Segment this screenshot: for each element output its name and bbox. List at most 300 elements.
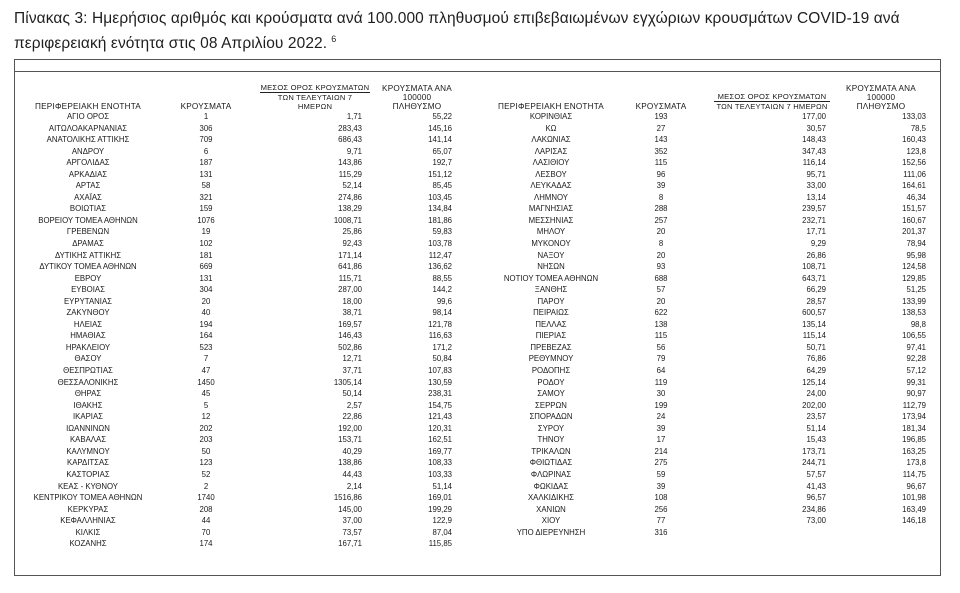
region-cell: ΧΑΝΙΩΝ — [536, 504, 566, 514]
cases-cell: 8 — [658, 192, 664, 202]
cases-cell: 1 — [203, 112, 209, 121]
avg7-cell: 232,71 — [802, 215, 826, 225]
per100k-cell: 106,55 — [902, 331, 926, 341]
avg7-cell: 9,29 — [810, 239, 826, 249]
region-cell: ΔΥΤΙΚΗΣ ΑΤΤΙΚΗΣ — [54, 250, 122, 260]
cases-cell: 7 — [203, 354, 209, 364]
cases-cell: 119 — [654, 377, 668, 387]
cases-cell: 181 — [199, 250, 213, 260]
avg7-cell: 26,86 — [806, 250, 826, 260]
avg7-cell: 96,57 — [806, 493, 826, 503]
region-cell: ΗΜΑΘΙΑΣ — [70, 331, 106, 341]
per100k-cell: 101,98 — [902, 493, 926, 503]
avg7-cell: 167,71 — [338, 539, 362, 549]
avg7-cell: 2,14 — [346, 481, 362, 491]
avg7-cell: 33,00 — [806, 181, 826, 191]
avg7-cell: 73,00 — [806, 516, 826, 526]
per100k-cell: 78,5 — [910, 123, 926, 133]
avg7-cell: 643,71 — [802, 273, 826, 283]
per100k-cell: 46,34 — [906, 192, 926, 202]
per100k-cell: 152,56 — [902, 158, 926, 168]
cases-cell: 131 — [199, 273, 213, 283]
per100k-cell: 144,2 — [432, 285, 452, 295]
per100k-cell: 133,99 — [902, 296, 926, 306]
region-cell: ΣΕΡΡΩΝ — [535, 400, 567, 410]
per100k-cell: 112,47 — [428, 250, 452, 260]
cases-cell: 257 — [654, 215, 668, 225]
per100k-cell: 95,98 — [906, 250, 926, 260]
avg7-cell: 274,86 — [338, 192, 362, 202]
cases-cell: 20 — [656, 227, 666, 237]
per100k-cell: 96,67 — [906, 481, 926, 491]
avg7-cell: 148,43 — [802, 135, 826, 145]
region-cell: ΛΑΡΙΣΑΣ — [534, 146, 568, 156]
avg7-cell: 22,86 — [342, 412, 362, 422]
per100k-cell: 160,67 — [902, 215, 926, 225]
per100k-cell: 160,43 — [902, 135, 926, 145]
per100k-cell: 98,14 — [432, 308, 452, 318]
per100k-cell: 136,62 — [428, 262, 452, 272]
region-cell: ΜΕΣΣΗΝΙΑΣ — [528, 215, 574, 225]
avg7-cell: 24,00 — [806, 389, 826, 399]
cases-cell: 688 — [654, 273, 668, 283]
region-cell: ΠΕΙΡΑΙΩΣ — [533, 308, 569, 318]
cases-cell: 199 — [654, 400, 668, 410]
region-cell: ΗΛΕΙΑΣ — [73, 319, 103, 329]
per100k-cell: 151,12 — [428, 169, 452, 179]
header-per100k-line2: ΠΛΗΘΥΣΜΟ — [856, 102, 906, 111]
per100k-cell: 107,83 — [428, 366, 452, 376]
cases-cell: 709 — [199, 135, 213, 145]
region-cell: ΡΟΔΟΥ — [537, 377, 565, 387]
region-cell: ΕΥΒΟΙΑΣ — [71, 285, 105, 295]
cases-cell: 669 — [199, 262, 213, 272]
header-cases: ΚΡΟΥΣΜΑΤΑ — [180, 102, 232, 111]
cases-cell: 57 — [656, 285, 666, 295]
cases-cell: 123 — [199, 458, 213, 468]
region-cell: ΛΑΣΙΘΙΟΥ — [532, 158, 570, 168]
per100k-cell: 120,31 — [428, 423, 452, 433]
region-cell: ΑΙΤΩΛΟΑΚΑΡΝΑΝΙΑΣ — [48, 123, 128, 133]
region-cell: ΛΕΣΒΟΥ — [535, 169, 567, 179]
per100k-cell: 146,18 — [902, 516, 926, 526]
per100k-cell: 121,43 — [428, 412, 452, 422]
region-cell: ΦΛΩΡΙΝΑΣ — [530, 469, 572, 479]
header-per100k — [832, 84, 930, 111]
per100k-cell: 201,37 — [902, 227, 926, 237]
avg7-cell: 95,71 — [806, 169, 826, 179]
per100k-cell: 111,06 — [903, 169, 926, 179]
avg7-cell: 115,71 — [338, 273, 362, 283]
cases-cell: 96 — [656, 169, 666, 179]
region-cell: ΑΡΚΑΔΙΑΣ — [68, 169, 108, 179]
avg7-cell: 1008,71 — [333, 215, 362, 225]
per100k-cell: 116,63 — [428, 331, 452, 341]
header-cases: ΚΡΟΥΣΜΑΤΑ — [635, 102, 687, 111]
per100k-cell: 115,85 — [428, 539, 452, 549]
avg7-cell: 57,57 — [806, 469, 826, 479]
per100k-cell: 51,25 — [906, 285, 926, 295]
avg7-cell: 202,00 — [802, 400, 826, 410]
cases-cell: 159 — [199, 204, 213, 214]
per100k-cell: 173,94 — [902, 412, 926, 422]
header-per100k-line1: ΚΡΟΥΣΜΑΤΑ ΑΝΑ 100000 — [846, 84, 916, 102]
per100k-cell: 162,51 — [428, 435, 452, 445]
cases-cell: 27 — [656, 123, 666, 133]
per100k-cell: 134,84 — [428, 204, 452, 214]
per100k-cell: 78,94 — [906, 239, 926, 249]
per100k-cell: 196,85 — [902, 435, 926, 445]
avg7-cell: 108,71 — [802, 262, 826, 272]
per100k-cell: 85,45 — [432, 181, 452, 191]
avg7-cell: 125,14 — [802, 377, 826, 387]
cases-cell: 202 — [199, 423, 213, 433]
region-cell: ΚΕΡΚΥΡΑΣ — [67, 504, 109, 514]
region-cell: ΝΑΞΟΥ — [537, 250, 565, 260]
per100k-cell: 65,07 — [432, 146, 452, 156]
region-cell: ΕΥΡΥΤΑΝΙΑΣ — [63, 296, 112, 306]
avg7-cell: 239,57 — [802, 204, 826, 214]
cases-cell: 24 — [656, 412, 666, 422]
cases-cell: 1740 — [197, 493, 215, 503]
avg7-cell: 115,29 — [338, 169, 362, 179]
region-cell: ΙΚΑΡΙΑΣ — [73, 412, 103, 422]
per100k-cell: 99,6 — [436, 296, 452, 306]
cases-cell: 30 — [656, 389, 666, 399]
cases-cell: 39 — [656, 423, 666, 433]
cases-cell: 316 — [654, 527, 668, 537]
header-per100k — [372, 84, 462, 111]
cases-cell: 138 — [654, 319, 668, 329]
per100k-cell: 92,28 — [906, 354, 926, 364]
per100k-cell: 57,12 — [906, 366, 926, 376]
avg7-cell: 52,14 — [342, 181, 362, 191]
region-cell: ΚΕΦΑΛΛΗΝΙΑΣ — [60, 516, 116, 526]
per100k-cell: 173,8 — [906, 458, 926, 468]
region-cell: ΣΠΟΡΑΔΩΝ — [529, 412, 573, 422]
cases-cell: 102 — [199, 239, 213, 249]
avg7-cell: 1516,86 — [333, 493, 362, 503]
per100k-cell: 181,86 — [428, 215, 452, 225]
avg7-cell: 18,00 — [342, 296, 362, 306]
avg7-cell: 40,29 — [342, 446, 362, 456]
region-cell: ΔΡΑΜΑΣ — [72, 239, 104, 249]
avg7-cell: 23,57 — [806, 412, 826, 422]
region-cell: ΠΕΛΛΑΣ — [535, 319, 567, 329]
header-avg7-line2: ΤΩΝ ΤΕΛΕΥΤΑΙΩΝ 7 ΗΜΕΡΩΝ — [716, 102, 828, 111]
region-cell: ΛΕΥΚΑΔΑΣ — [530, 181, 572, 191]
region-cell: ΒΟΙΩΤΙΑΣ — [69, 204, 107, 214]
region-cell: ΕΒΡΟΥ — [74, 273, 102, 283]
cases-cell: 45 — [201, 389, 211, 399]
region-cell: ΡΟΔΟΠΗΣ — [531, 366, 571, 376]
avg7-cell: 37,00 — [342, 516, 362, 526]
avg7-cell: 171,14 — [338, 250, 362, 260]
header-per100k-line1: ΚΡΟΥΣΜΑΤΑ ΑΝΑ 100000 — [382, 84, 452, 102]
cases-cell: 306 — [199, 123, 213, 133]
per100k-cell: 163,25 — [902, 446, 926, 456]
per100k-cell: 51,14 — [432, 481, 452, 491]
avg7-cell: 146,43 — [338, 331, 362, 341]
region-cell: ΖΑΚΥΝΘΟΥ — [66, 308, 110, 318]
cases-cell: 70 — [201, 527, 211, 537]
region-cell: ΚΑΡΔΙΤΣΑΣ — [67, 458, 109, 468]
avg7-cell: 64,29 — [806, 366, 826, 376]
region-cell: ΤΗΝΟΥ — [537, 435, 565, 445]
avg7-cell: 17,71 — [806, 227, 826, 237]
region-cell: ΘΗΡΑΣ — [74, 389, 102, 399]
cases-cell: 59 — [656, 469, 666, 479]
region-cell: ΚΙΛΚΙΣ — [75, 527, 101, 537]
avg7-cell: 138,29 — [338, 204, 362, 214]
cases-cell: 193 — [654, 112, 668, 121]
avg7-cell: 73,57 — [342, 527, 362, 537]
table-caption — [14, 9, 944, 54]
region-cell: ΧΑΛΚΙΔΙΚΗΣ — [527, 493, 574, 503]
cases-cell: 321 — [199, 192, 213, 202]
cases-cell: 164 — [199, 331, 213, 341]
region-cell: ΘΑΣΟΥ — [74, 354, 102, 364]
avg7-cell: 135,14 — [802, 319, 826, 329]
region-cell: ΓΡΕΒΕΝΩΝ — [66, 227, 110, 237]
avg7-cell: 41,43 — [806, 481, 826, 491]
cases-cell: 203 — [199, 435, 213, 445]
per100k-cell: 55,22 — [432, 112, 452, 121]
cases-cell: 115 — [654, 158, 668, 168]
region-cell: ΣΑΜΟΥ — [537, 389, 565, 399]
avg7-cell: 30,57 — [806, 123, 826, 133]
region-cell: ΝΗΣΩΝ — [537, 262, 565, 272]
avg7-cell: 169,57 — [338, 319, 362, 329]
per100k-cell: 112,79 — [902, 400, 926, 410]
cases-cell: 6 — [203, 146, 209, 156]
cases-cell: 19 — [201, 227, 211, 237]
cases-cell: 8 — [658, 239, 664, 249]
cases-cell: 40 — [201, 308, 211, 318]
cases-cell: 194 — [199, 319, 213, 329]
cases-cell: 20 — [656, 296, 666, 306]
cases-cell: 304 — [199, 285, 213, 295]
per100k-cell: 97,41 — [906, 342, 926, 352]
cases-cell: 256 — [654, 504, 668, 514]
avg7-cell: 15,43 — [806, 435, 826, 445]
avg7-cell: 76,86 — [806, 354, 826, 364]
region-cell: ΑΡΓΟΛΙΔΑΣ — [66, 158, 110, 168]
region-cell: ΛΑΚΩΝΙΑΣ — [531, 135, 571, 145]
region-cell: ΥΠΟ ΔΙΕΡΕΥΝΗΣΗ — [516, 527, 586, 537]
per100k-cell: 141,14 — [428, 135, 452, 145]
frame-left-border — [14, 59, 15, 576]
region-cell: ΠΑΡΟΥ — [537, 296, 565, 306]
region-cell: ΔΥΤΙΚΟΥ ΤΟΜΕΑ ΑΘΗΝΩΝ — [39, 262, 137, 272]
per100k-cell: 121,78 — [428, 319, 452, 329]
cases-cell: 187 — [199, 158, 213, 168]
cases-cell: 208 — [199, 504, 213, 514]
region-cell: ΞΑΝΘΗΣ — [534, 285, 568, 295]
cases-cell: 1076 — [197, 215, 215, 225]
region-cell: ΚΩ — [545, 123, 557, 133]
per100k-cell: 192,7 — [432, 158, 452, 168]
per100k-cell: 130,59 — [428, 377, 452, 387]
region-cell: ΦΩΚΙΔΑΣ — [533, 481, 569, 491]
cases-cell: 58 — [201, 181, 211, 191]
avg7-cell: 66,29 — [806, 285, 826, 295]
avg7-cell: 116,14 — [802, 158, 826, 168]
cases-cell: 56 — [656, 342, 666, 352]
per100k-cell: 164,61 — [902, 181, 926, 191]
cases-cell: 214 — [654, 446, 668, 456]
per100k-cell: 122,9 — [432, 516, 452, 526]
cases-cell: 77 — [656, 516, 666, 526]
per100k-cell: 123,8 — [906, 146, 926, 156]
avg7-cell: 145,00 — [338, 504, 362, 514]
avg7-cell: 173,71 — [802, 446, 826, 456]
region-cell: ΚΟΖΑΝΗΣ — [69, 539, 107, 549]
cases-cell: 1450 — [197, 377, 215, 387]
region-cell: ΝΟΤΙΟΥ ΤΟΜΕΑ ΑΘΗΝΩΝ — [503, 273, 599, 283]
region-cell: ΚΑΛΥΜΝΟΥ — [66, 446, 110, 456]
avg7-cell: 502,86 — [338, 342, 362, 352]
avg7-cell: 51,14 — [806, 423, 826, 433]
header-avg7 — [714, 92, 830, 111]
avg7-cell: 143,86 — [338, 158, 362, 168]
per100k-cell: 98,8 — [910, 319, 926, 329]
header-avg7-line1: ΜΕΣΟΣ ΟΡΟΣ ΚΡΟΥΣΜΑΤΩΝ — [714, 92, 830, 102]
avg7-cell: 138,86 — [338, 458, 362, 468]
cases-cell: 47 — [201, 366, 211, 376]
cases-cell: 275 — [654, 458, 668, 468]
cases-cell: 131 — [199, 169, 213, 179]
per100k-cell: 103,33 — [428, 469, 452, 479]
per100k-cell: 124,58 — [902, 262, 926, 272]
cases-cell: 115 — [654, 331, 668, 341]
cases-cell: 288 — [654, 204, 668, 214]
frame-inner-rule — [14, 71, 940, 72]
cases-cell: 52 — [201, 469, 211, 479]
frame-bottom-rule — [14, 575, 940, 576]
avg7-cell: 600,57 — [802, 308, 826, 318]
per100k-cell: 103,78 — [428, 239, 452, 249]
region-cell: ΡΕΘΥΜΝΟΥ — [528, 354, 574, 364]
per100k-cell: 171,2 — [432, 342, 452, 352]
avg7-cell: 25,86 — [342, 227, 362, 237]
per100k-cell: 59,83 — [432, 227, 452, 237]
per100k-cell: 138,53 — [902, 308, 926, 318]
region-cell: ΜΗΛΟΥ — [536, 227, 566, 237]
avg7-cell: 12,71 — [342, 354, 362, 364]
per100k-cell: 108,33 — [428, 458, 452, 468]
cases-cell: 44 — [201, 516, 211, 526]
cases-cell: 174 — [199, 539, 213, 549]
region-cell: ΑΝΑΤΟΛΙΚΗΣ ΑΤΤΙΚΗΣ — [46, 135, 130, 145]
cases-cell: 20 — [201, 296, 211, 306]
region-cell: ΑΡΤΑΣ — [75, 181, 101, 191]
avg7-cell: 50,14 — [342, 389, 362, 399]
region-cell: ΜΑΓΝΗΣΙΑΣ — [528, 204, 574, 214]
cases-cell: 20 — [656, 250, 666, 260]
header-region: ΠΕΡΙΦΕΡΕΙΑΚΗ ΕΝΟΤΗΤΑ — [498, 102, 604, 111]
avg7-cell: 9,71 — [346, 146, 362, 156]
per100k-cell: 154,75 — [428, 400, 452, 410]
avg7-cell: 115,14 — [802, 331, 826, 341]
per100k-cell: 133,03 — [902, 112, 926, 121]
per100k-cell: 99,31 — [906, 377, 926, 387]
region-cell: ΘΕΣΣΑΛΟΝΙΚΗΣ — [57, 377, 119, 387]
region-cell: ΛΗΜΝΟΥ — [534, 192, 568, 202]
avg7-cell: 641,86 — [338, 262, 362, 272]
cases-cell: 50 — [201, 446, 211, 456]
cases-cell: 622 — [654, 308, 668, 318]
region-cell: ΜΥΚΟΝΟΥ — [531, 239, 571, 249]
avg7-cell: 287,00 — [338, 285, 362, 295]
avg7-cell: 1305,14 — [333, 377, 362, 387]
region-cell: ΠΙΕΡΙΑΣ — [535, 331, 567, 341]
avg7-cell: 38,71 — [342, 308, 362, 318]
per100k-cell: 199,29 — [428, 504, 452, 514]
region-cell: ΚΕΝΤΡΙΚΟΥ ΤΟΜΕΑ ΑΘΗΝΩΝ — [33, 493, 143, 503]
per100k-cell: 145,16 — [428, 123, 452, 133]
avg7-cell: 347,43 — [802, 146, 826, 156]
region-cell: ΙΩΑΝΝΙΝΩΝ — [66, 423, 110, 433]
avg7-cell: 192,00 — [338, 423, 362, 433]
per100k-cell: 169,01 — [428, 493, 452, 503]
region-cell: ΘΕΣΠΡΩΤΙΑΣ — [63, 366, 113, 376]
avg7-cell: 92,43 — [342, 239, 362, 249]
cases-cell: 93 — [656, 262, 666, 272]
avg7-cell: 244,71 — [802, 458, 826, 468]
cases-cell: 12 — [201, 412, 211, 422]
per100k-cell: 238,31 — [428, 389, 452, 399]
avg7-cell: 153,71 — [338, 435, 362, 445]
cases-cell: 5 — [203, 400, 209, 410]
per100k-cell: 163,49 — [902, 504, 926, 514]
avg7-cell: 234,86 — [802, 504, 826, 514]
region-cell: ΑΧΑΪΑΣ — [74, 192, 102, 202]
avg7-cell: 177,00 — [802, 112, 826, 121]
frame-top-rule — [14, 59, 940, 60]
per100k-cell: 87,04 — [432, 527, 452, 537]
per100k-cell: 90,97 — [906, 389, 926, 399]
avg7-cell: 1,71 — [346, 112, 362, 121]
region-cell: ΑΝΔΡΟΥ — [71, 146, 105, 156]
region-cell: ΦΘΙΩΤΙΔΑΣ — [529, 458, 573, 468]
avg7-cell: 28,57 — [806, 296, 826, 306]
cases-cell: 39 — [656, 481, 666, 491]
cases-cell: 108 — [654, 493, 668, 503]
region-cell: ΑΓΙΟ ΟΡΟΣ — [66, 112, 110, 121]
region-cell: ΠΡΕΒΕΖΑΣ — [530, 342, 572, 352]
per100k-cell: 103,45 — [428, 192, 452, 202]
per100k-cell: 129,85 — [902, 273, 926, 283]
avg7-cell: 37,71 — [342, 366, 362, 376]
frame-right-border — [940, 59, 941, 576]
avg7-cell: 50,71 — [806, 342, 826, 352]
region-cell: ΚΕΑΣ - ΚΥΘΝΟΥ — [57, 481, 119, 491]
region-cell: ΚΑΣΤΟΡΙΑΣ — [66, 469, 110, 479]
header-avg7-line2: ΤΩΝ ΤΕΛΕΥΤΑΙΩΝ 7 ΗΜΕΡΩΝ — [277, 93, 353, 111]
cases-cell: 64 — [656, 366, 666, 376]
region-cell: ΚΟΡΙΝΘΙΑΣ — [529, 112, 573, 121]
per100k-cell: 88,55 — [432, 273, 452, 283]
avg7-cell: 2,57 — [346, 400, 362, 410]
cases-cell: 2 — [203, 481, 209, 491]
cases-cell: 17 — [656, 435, 666, 445]
per100k-cell: 181,34 — [902, 423, 926, 433]
per100k-cell: 114,75 — [902, 469, 926, 479]
avg7-cell: 283,43 — [338, 123, 362, 133]
cases-cell: 79 — [656, 354, 666, 364]
region-cell: ΗΡΑΚΛΕΙΟΥ — [65, 342, 111, 352]
